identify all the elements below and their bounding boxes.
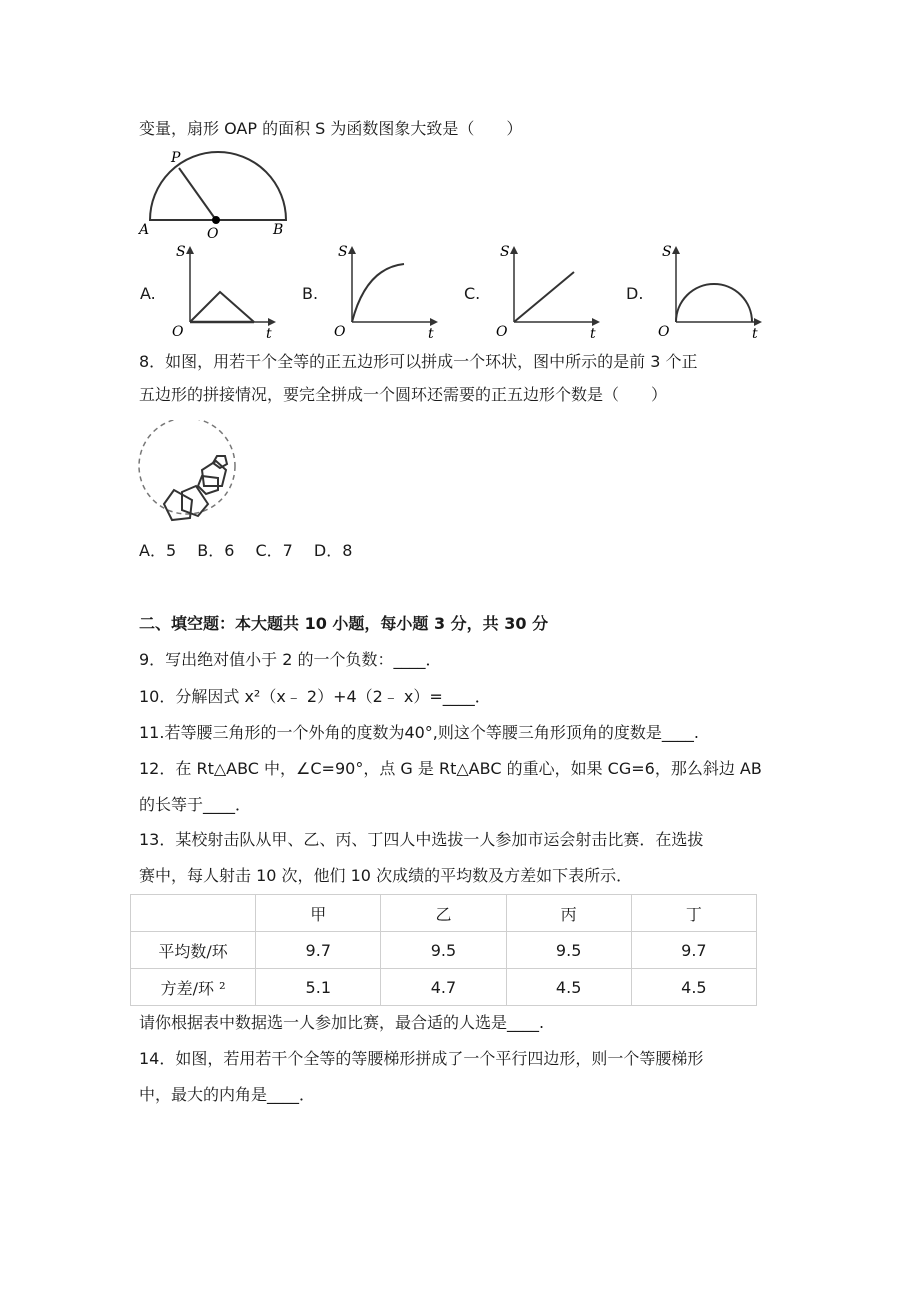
option-d-graph xyxy=(652,240,767,340)
q13-line1: 13．某校射击队从甲、乙、丙、丁四人中选拔一人参加市运会射击比赛．在选拔 xyxy=(139,830,704,849)
svg-text:S: S xyxy=(662,244,672,260)
table-row xyxy=(131,969,757,1006)
axis-s: S xyxy=(176,244,186,260)
semicircle-figure xyxy=(135,148,295,240)
label-p: P xyxy=(171,150,181,166)
axis-t: t xyxy=(266,326,272,340)
svg-text:t: t xyxy=(590,326,596,340)
axis-o: O xyxy=(172,324,184,340)
table-cell: 4.7 xyxy=(381,969,506,1006)
q14-line2: 中，最大的内角是____． xyxy=(139,1085,316,1104)
svg-text:O: O xyxy=(496,324,508,340)
table-cell: 4.5 xyxy=(631,969,756,1006)
svg-text:O: O xyxy=(334,324,346,340)
q13-question: 请你根据表中数据选一人参加比赛，最合适的人选是____. xyxy=(139,1013,545,1032)
table-cell: 乙 xyxy=(381,895,506,932)
option-a-label: A. xyxy=(140,284,156,303)
table-cell: 丁 xyxy=(631,895,756,932)
scores-table xyxy=(130,894,757,1006)
q8-line2: 五边形的拼接情况，要完全拼成一个圆环还需要的正五边形个数是（ ） xyxy=(139,385,668,404)
section-heading: 二、填空题：本大题共 10 小题，每小题 3 分，共 30 分 xyxy=(139,614,549,633)
label-o: O xyxy=(207,226,219,240)
table-row xyxy=(131,932,757,969)
svg-text:S: S xyxy=(338,244,348,260)
label-a: A xyxy=(139,222,150,238)
q12-line2: 的长等于____． xyxy=(139,795,252,814)
table-header-row xyxy=(131,895,757,932)
table-cell: 9.7 xyxy=(631,932,756,969)
option-b-label: B. xyxy=(302,284,319,303)
table-cell: 4.5 xyxy=(506,969,631,1006)
q10: 10．分解因式 x²（x﹣ 2）+4（2﹣ x）=____． xyxy=(139,687,491,706)
svg-text:t: t xyxy=(428,326,434,340)
table-cell: 方差/环 ² xyxy=(131,969,256,1006)
option-a-graph xyxy=(166,240,281,340)
q13-line2: 赛中，每人射击 10 次，他们 10 次成绩的平均数及方差如下表所示． xyxy=(139,866,633,885)
q11: 11.若等腰三角形的一个外角的度数为40°,则这个等腰三角形顶角的度数是____. xyxy=(139,723,699,742)
option-d-label: D. xyxy=(626,284,644,303)
q9: 9．写出绝对值小于 2 的一个负数：____． xyxy=(139,650,442,669)
svg-text:O: O xyxy=(658,324,670,340)
table-cell: 9.7 xyxy=(256,932,381,969)
svg-text:S: S xyxy=(500,244,510,260)
option-c-graph xyxy=(490,240,605,340)
q8-line1: 8．如图，用若干个全等的正五边形可以拼成一个环状，图中所示的是前 3 个正 xyxy=(139,352,698,371)
table-cell xyxy=(131,895,256,932)
svg-text:t: t xyxy=(752,326,758,340)
pentagon-ring-figure xyxy=(136,420,246,528)
table-cell: 平均数/环 xyxy=(131,932,256,969)
q12-line1: 12．在 Rt△ABC 中，∠C=90°，点 G 是 Rt△ABC 的重心，如果 CG=6，那么斜边 AB xyxy=(139,759,762,778)
table-cell: 9.5 xyxy=(381,932,506,969)
option-b-graph xyxy=(328,240,443,340)
table-cell: 丙 xyxy=(506,895,631,932)
table-cell: 甲 xyxy=(256,895,381,932)
q7-stem: 变量，扇形 OAP 的面积 S 为函数图象大致是（ ） xyxy=(139,119,523,138)
label-b: B xyxy=(273,222,284,238)
table-cell: 5.1 xyxy=(256,969,381,1006)
table-cell: 9.5 xyxy=(506,932,631,969)
q14-line1: 14．如图，若用若干个全等的等腰梯形拼成了一个平行四边形，则一个等腰梯形 xyxy=(139,1049,704,1068)
option-c-label: C. xyxy=(464,284,481,303)
q8-choices: A．5 B．6 C．7 D．8 xyxy=(139,541,353,560)
